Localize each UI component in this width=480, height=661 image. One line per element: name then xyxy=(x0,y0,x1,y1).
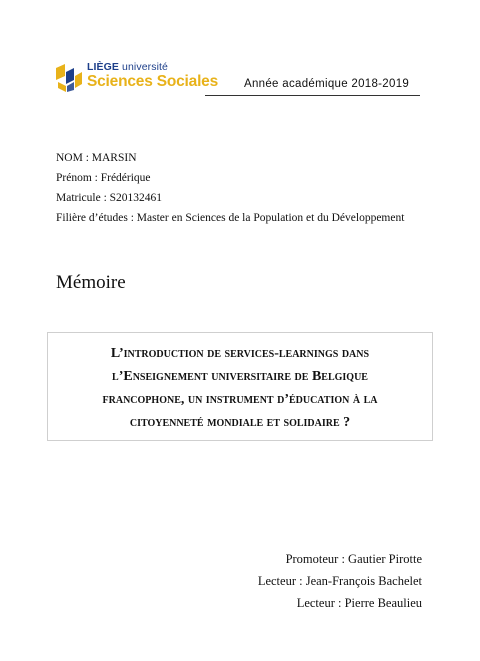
thesis-title-line: citoyenneté mondiale et solidaire ? xyxy=(129,415,351,430)
thesis-title-line: francophone, un instrument d’éducation à la xyxy=(102,392,378,407)
university-logo xyxy=(56,60,219,94)
logo-universite: université xyxy=(119,61,168,73)
logo-liege: LIÈGE xyxy=(87,61,120,73)
lecteur-1: Lecteur : Jean-François Bachelet xyxy=(257,574,422,588)
student-name: NOM : MARSIN xyxy=(56,152,137,164)
uliege-logo-icon xyxy=(56,62,82,92)
logo-faculty-text: Sciences Sociales xyxy=(87,73,219,90)
header-rule xyxy=(205,95,420,96)
thesis-title-line: l’Enseignement universitaire de Belgique xyxy=(112,369,368,384)
document-type: Mémoire xyxy=(56,272,126,293)
student-first-name: Prénom : Frédérique xyxy=(56,172,151,184)
logo-university-text xyxy=(87,61,168,73)
student-matricule: Matricule : S20132461 xyxy=(56,192,163,204)
student-program: Filière d’études : Master en Sciences de la Population et du Développement xyxy=(56,212,405,224)
academic-year: Année académique 2018-2019 xyxy=(244,78,410,90)
promoteur: Promoteur : Gautier Pirotte xyxy=(285,552,422,566)
lecteur-2: Lecteur : Pierre Beaulieu xyxy=(296,596,422,610)
thesis-title-box xyxy=(47,332,433,441)
thesis-title-line: L’introduction de services-learnings dans xyxy=(110,346,370,361)
